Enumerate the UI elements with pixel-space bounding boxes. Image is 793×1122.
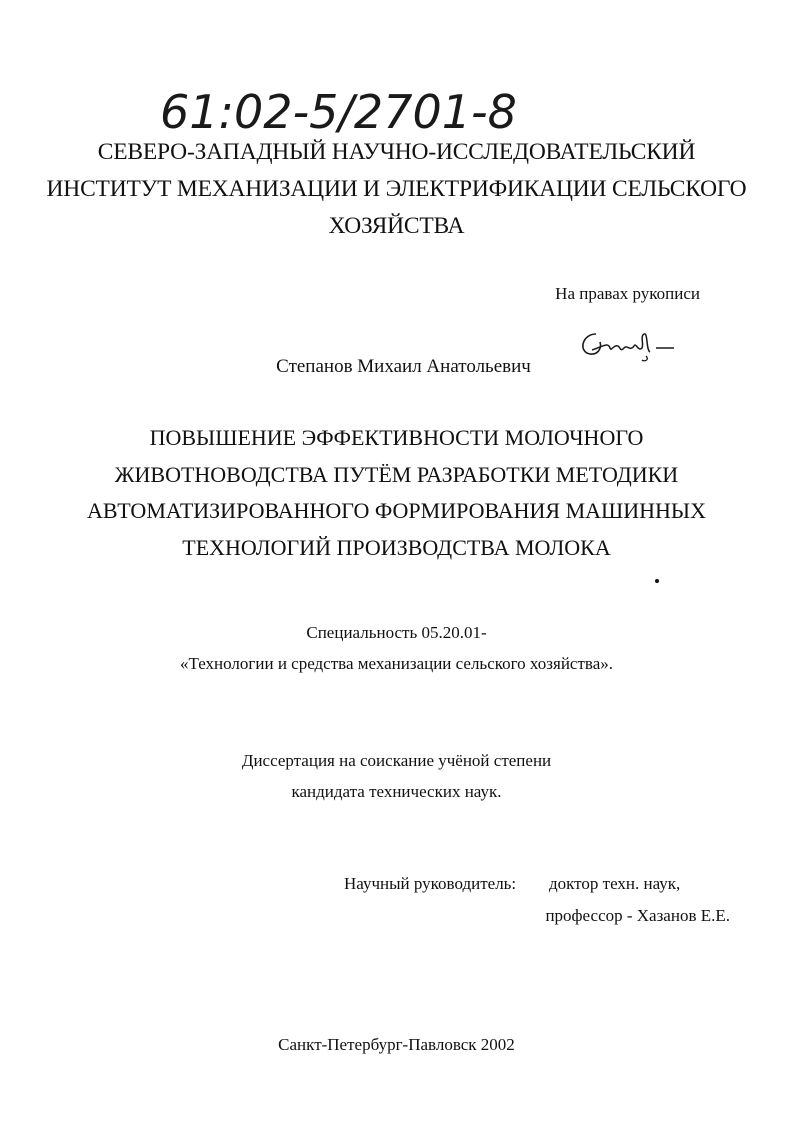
institute-line: СЕВЕРО-ЗАПАДНЫЙ НАУЧНО-ИССЛЕДОВАТЕЛЬСКИЙ <box>97 139 696 165</box>
degree-line-1: Диссертация на соискание учёной степени <box>241 751 552 770</box>
supervisor-degree: доктор техн. наук, <box>549 874 681 893</box>
specialty-name: «Технологии и средства механизации сельского хозяйства». <box>179 654 613 673</box>
supervisor-name: профессор - Хазанов Е.Е. <box>545 906 730 925</box>
dissertation-title <box>40 420 753 566</box>
city-year: Санкт-Петербург-Павловск 2002 <box>278 1035 515 1054</box>
archive-number-text: 61:02-5/2701-8 <box>160 85 517 139</box>
author-name: Степанов Михаил Анатольевич <box>276 356 531 377</box>
title-line: АВТОМАТИЗИРОВАННОГО ФОРМИРОВАНИЯ МАШИННЫХ <box>87 498 706 523</box>
institute-line: ИНСТИТУТ МЕХАНИЗАЦИИ И ЭЛЕКТРИФИКАЦИИ СЕЛЬСКОГО <box>46 176 747 202</box>
degree-block <box>0 745 793 807</box>
title-line: ЖИВОТНОВОДСТВА ПУТЁМ РАЗРАБОТКИ МЕТОДИКИ <box>114 461 679 487</box>
institute-line: ХОЗЯЙСТВА <box>328 213 465 239</box>
degree-line-2: кандидата технических наук. <box>291 782 502 801</box>
supervisor-row <box>344 874 680 894</box>
title-line: ПОВЫШЕНИЕ ЭФФЕКТИВНОСТИ МОЛОЧНОГО <box>149 425 644 450</box>
specialty-block <box>0 617 793 679</box>
scan-speck <box>655 579 659 583</box>
handwritten-archive-number <box>160 82 560 142</box>
manuscript-note: На правах рукописи <box>555 284 700 303</box>
institute-name <box>40 134 753 245</box>
title-line: ТЕХНОЛОГИЙ ПРОИЗВОДСТВА МОЛОКА <box>182 534 611 560</box>
specialty-code: Специальность 05.20.01- <box>306 623 487 642</box>
supervisor-label: Научный руководитель: <box>344 874 517 893</box>
